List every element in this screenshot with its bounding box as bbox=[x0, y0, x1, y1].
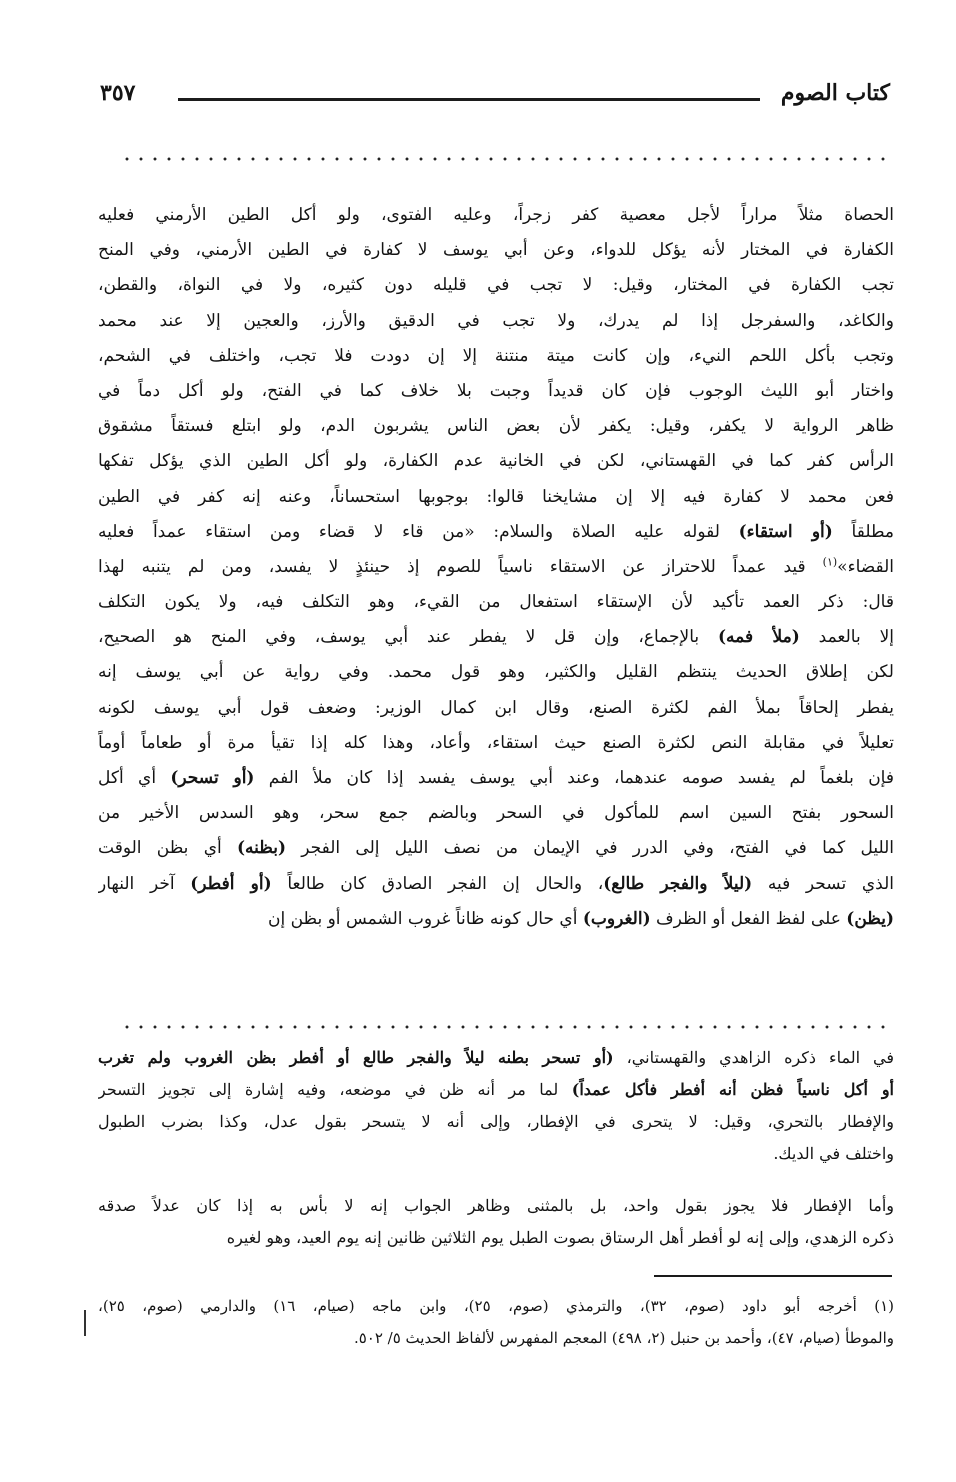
commentary-line bbox=[98, 1074, 894, 1106]
body-line: وتجب بأكل اللحم النيء، وإن كانت ميتة منتنة إلا إن دودت فلا تجب، واختلف في الشحم، bbox=[98, 345, 894, 366]
body-line: تجب الكفارة في المختار، وقيل: لا تجب في قليله دون كثيره، ولا في النواة، والقطن، bbox=[98, 275, 894, 296]
text-run: أي حال كونه ظاناً غروب الشمس أو بظن إن bbox=[267, 908, 583, 929]
page-number: ٣٥٧ bbox=[100, 80, 136, 106]
footnote-marker: (١) bbox=[822, 555, 838, 569]
text-run: ، والحال إن الفجر الصادق كان طالعاً bbox=[271, 873, 604, 894]
footnote-line: والموطأ (صيام، ٤٧)، وأحمد بن حنبل (٢، ٤٩٨) المعجم المفهرس لألفاظ الحديث ٥/ ٥٠٢. bbox=[353, 1329, 894, 1347]
matn-text: (ملأ فمه) bbox=[717, 627, 800, 648]
commentary2-line: وأما الإفطار فلا يجوز بقول واحد، بل بالمثنى وظاهر الجواب إنه لا بأس به إذا كان عدلاً صدقه bbox=[98, 1196, 894, 1215]
matn-text: (أو تسحر بطنه ليلاً والفجر طالع أو أفطر بظن الغروب ولم تغرب bbox=[98, 1048, 614, 1067]
body-line: قال: ذكر العمد تأكيد لأن الإستقاء استفعال من القيء، وهو التكلف فيه، ولا يكون التكلف bbox=[98, 592, 894, 613]
matn-text: (بظنه) bbox=[237, 838, 287, 859]
body-line: والكاغد، والسفرجل إذا لم يدرك، ولا تجب في الدقيق والأرز، والعجين إلا عند محمد bbox=[98, 310, 894, 331]
commentary-text bbox=[98, 1042, 894, 1182]
text-run: فإن بلغماً لم يفسد صومه عندهما، وعند أبي يوسف يفسد إذا كان ملأ الفم bbox=[254, 768, 894, 788]
body-line bbox=[98, 867, 894, 902]
text-run: بالإجماع، وإن قل لا يفطر عند أبي يوسف، وفي المنح هو الصحيح، bbox=[98, 627, 718, 648]
matn-text: (ليلاً والفجر طالع) bbox=[603, 873, 753, 894]
commentary2-line: ذكره الزهدي، وإلى إنه لو أفطر أهل الرستاق بصوت الطبل يوم الثلاثين ظانين إنه يوم العيد، وهو لغيره bbox=[226, 1228, 894, 1247]
body-line: لكن إطلاق الحديث ينتظم القليل والكثير، وهو قول محمد. وفي رواية عن أبي يوسف إنه bbox=[98, 662, 894, 683]
chapter-title: كتاب الصوم bbox=[780, 80, 890, 106]
body-line bbox=[98, 550, 894, 585]
body-line bbox=[98, 515, 894, 550]
body-line: ظاهر الرواية لا يكفر، وقيل: يكفر لأن بعض الناس يشربون الدم، ولو ابتلع فستقاً مشقوق bbox=[98, 416, 894, 437]
main-text bbox=[98, 198, 894, 1008]
matn-text: (أو استقاء) bbox=[738, 521, 833, 542]
text-run: إلا بالعمد bbox=[799, 627, 894, 648]
body-line: الرأس كفر كما في القهستاني، لكن في الخانية عدم الكفارة، ولو أكل الطين الذي يؤكل تفكها bbox=[98, 451, 894, 472]
dotted-separator-top bbox=[120, 156, 890, 162]
body-line bbox=[98, 831, 894, 866]
running-header bbox=[100, 76, 890, 116]
text-run: أي بظن الوقت bbox=[98, 838, 237, 859]
text-run: على لفظ الفعل أو الظرف bbox=[650, 908, 847, 929]
text-run: والإفطار بالتحري، وقيل: لا يتحرى في الإفطار، وإلى أنه لا يتسحر بقول عدل، وكذا بضرب الطبول bbox=[98, 1112, 894, 1131]
footnote bbox=[98, 1290, 894, 1370]
text-run: في الماء ذكره الزاهدي والقهستاني، bbox=[613, 1048, 894, 1067]
commentary-line bbox=[98, 1042, 894, 1074]
footnote-line: (١) أخرجه أبو داود (صوم، ٣٢)، والترمذي (صوم، ٢٥)، وابن ماجه (صيام، ١٦) والدارمي (صوم، ٢٥)، bbox=[98, 1297, 894, 1315]
commentary-paragraph-2 bbox=[98, 1190, 894, 1256]
text-run: الذي تسحر فيه bbox=[752, 873, 894, 894]
matn-text: (الغروب) bbox=[582, 908, 651, 929]
commentary-line bbox=[98, 1138, 894, 1170]
header-rule bbox=[178, 98, 760, 101]
matn-text: (يظن) bbox=[846, 908, 894, 929]
matn-text: (أو تسحر) bbox=[170, 768, 255, 788]
footnote-rule bbox=[654, 1275, 892, 1277]
text-run: قيد عمداً للاحتراز عن الاستقاء ناسياً للصوم إذ حينئذٍ لا يفسد، ومن لم يتنبه لهذا bbox=[98, 556, 823, 577]
body-line: فعن محمد لا كفارة فيه إلا إن مشايخنا قالوا: بوجوبها استحساناً، وعنه إنه كفر في الطين bbox=[98, 486, 894, 507]
text-run: لما مر أنه ظن في موضعه، وفيه إشارة إلى تجويز التسحر bbox=[98, 1080, 572, 1099]
dotted-separator-middle bbox=[120, 1024, 890, 1030]
text-run: آخر النهار bbox=[98, 873, 191, 894]
body-line bbox=[98, 902, 894, 937]
commentary-line bbox=[98, 1106, 894, 1138]
text-run: مطلقاً bbox=[832, 521, 894, 542]
body-line: يفطر إلحاقاً بملأ الفم لكثرة الصنع، وقال ابن كمال الوزير: وضعف قول أبي يوسف لكونه bbox=[98, 697, 894, 718]
body-line: الحصاة مثلاً مراراً لأجل معصية كفر زجراً، وعليه الفتوى، ولو أكل الطين الأرمني فعليه bbox=[98, 205, 894, 225]
text-run: الليل كما في الفتح، وفي الدرر في الإيمان من نصف الليل إلى الفجر bbox=[286, 838, 894, 859]
matn-text: أو أكل ناسياً فظن أنه أفطر فأكل عمداً) bbox=[571, 1080, 894, 1099]
text-run: القضاء» bbox=[837, 556, 894, 577]
body-line bbox=[98, 620, 894, 655]
body-line: واختار أبو الليث الوجوب فإن كان قديداً وجبت بلا خلاف كما في الفتح، ولو أكل دماً في bbox=[98, 380, 894, 401]
text-run: لقوله عليه الصلاة والسلام: «من قاء لا قضاء ومن استقاء عمداً فعليه bbox=[98, 521, 739, 542]
body-line bbox=[98, 761, 894, 796]
text-run: أي أكل bbox=[98, 768, 171, 788]
margin-mark bbox=[84, 1310, 86, 1336]
body-line: السحور بفتح السين اسم للمأكول في السحر وبالضم جمع سحر، وهو السدس الأخير من bbox=[98, 803, 894, 824]
body-line: الكفارة في المختار لأنه يؤكل للدواء، وعن أبي يوسف لا كفارة في الطين الأرمني، وفي المنح bbox=[98, 240, 894, 261]
matn-text: (أو أفطر) bbox=[190, 873, 272, 894]
text-run: واختلف في الديك. bbox=[773, 1144, 894, 1163]
body-line: تعليلاً في مقابلة النص لكثرة الصنع حيث استقاء، وأعاد، وهذا كله إذا تقيأ مرة أو طعاماً أوماً bbox=[98, 732, 894, 753]
